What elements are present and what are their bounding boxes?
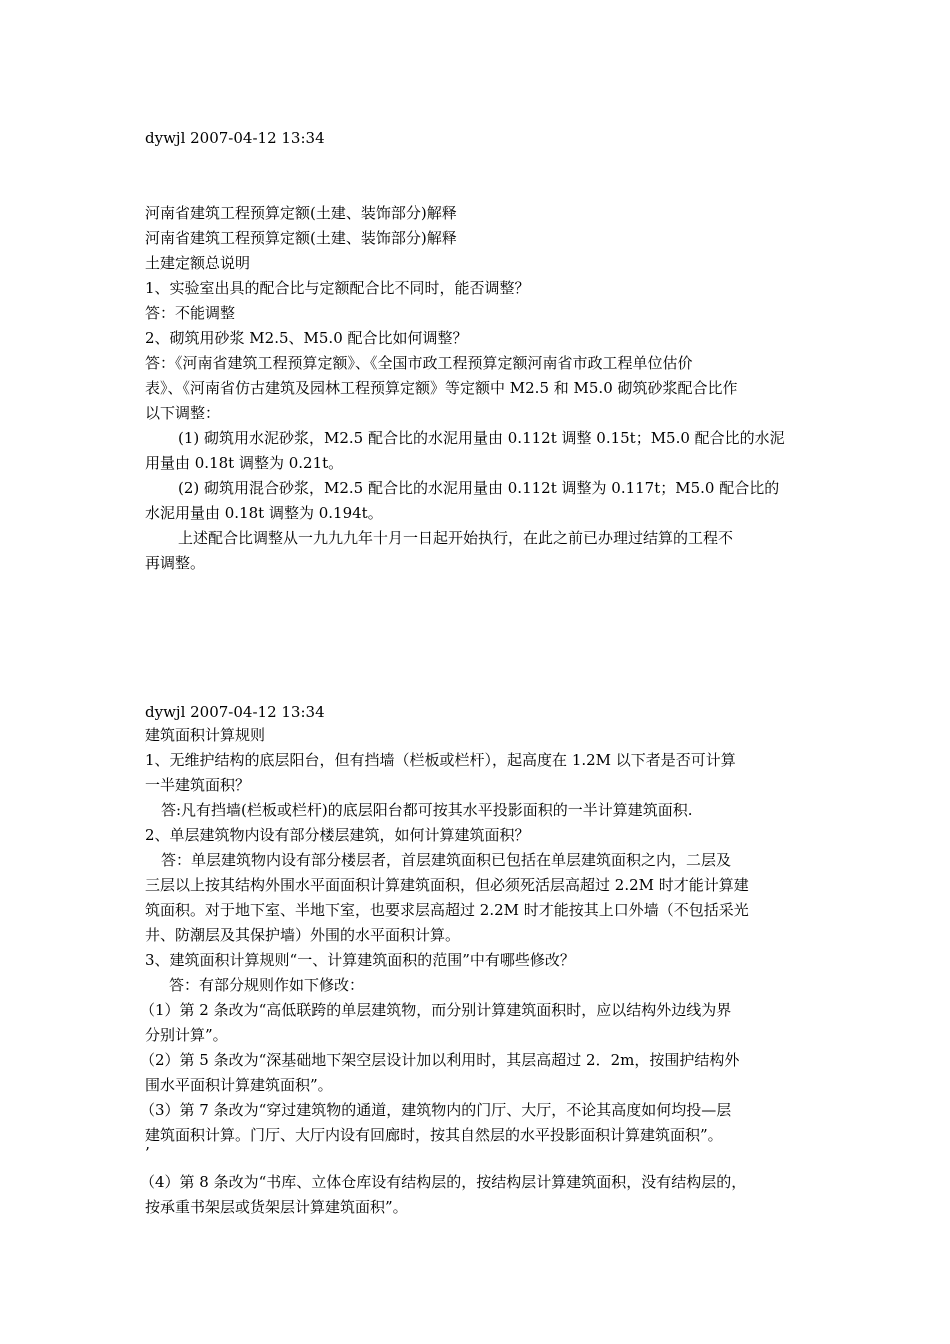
post2-change-3-line-1: （3）第 7 条改为“穿过建筑物的通道，建筑物内的门厅、大厅，不论其高度如何均投—层 bbox=[140, 1101, 732, 1119]
post1-answer-2-line-1: 答：《河南省建筑工程预算定额》、《全国市政工程预算定额河南省市政工程单位估价 bbox=[145, 354, 693, 372]
post1-item-2-line-2: 水泥用量由 0.18t 调整为 0.194t。 bbox=[145, 504, 383, 522]
post1-item-2-line-1: (2) 砌筑用混合砂浆，M2.5 配合比的水泥用量由 0.112t 调整为 0.117t；M5.0 配合比的 bbox=[178, 479, 780, 497]
post1-question-1: 1、实验室出具的配合比与定额配合比不同时，能否调整？ bbox=[145, 279, 530, 297]
post1-question-2: 2、砌筑用砂浆 M2.5、M5.0 配合比如何调整？ bbox=[145, 329, 468, 347]
post2-answer-2-line-4: 井、防潮层及其保护墙）外围的水平面积计算。 bbox=[145, 926, 461, 944]
post2-change-3-line-2: 建筑面积计算。门厅、大厅内设有回廊时，按其自然层的水平投影面积计算建筑面积”。 bbox=[145, 1126, 723, 1144]
post2-change-3-line-3: ’ bbox=[145, 1144, 150, 1162]
post2-answer-2-line-1: 答：单层建筑物内设有部分楼层者，首层建筑面积已包括在单层建筑面积之内，二层及 bbox=[161, 851, 732, 869]
post2-answer-3: 答：有部分规则作如下修改： bbox=[169, 976, 365, 994]
post2-section-title: 建筑面积计算规则 bbox=[145, 726, 266, 744]
post2-change-4-line-2: 按承重书架层或货架层计算建筑面积”。 bbox=[145, 1198, 408, 1216]
post2-change-2-line-2: 围水平面积计算建筑面积”。 bbox=[145, 1076, 333, 1094]
post2-answer-2-line-2: 三层以上按其结构外围水平面面积计算建筑面积，但必须死活层高超过 2.2M 时才能计算建 bbox=[145, 876, 749, 894]
post2-answer-2-line-3: 筑面积。对于地下室、半地下室，也要求层高超过 2.2M 时才能按其上口外墙（不包括采光 bbox=[145, 901, 749, 919]
post1-item-1-line-1: (1) 砌筑用水泥砂浆，M2.5 配合比的水泥用量由 0.112t 调整 0.15t；M5.0 配合比的水泥 bbox=[178, 429, 785, 447]
post2-question-2: 2、单层建筑物内设有部分楼层建筑，如何计算建筑面积？ bbox=[145, 826, 530, 844]
post1-item-1-line-2: 用量由 0.18t 调整为 0.21t。 bbox=[145, 454, 344, 472]
post1-note-line-1: 上述配合比调整从一九九九年十月一日起开始执行，在此之前已办理过结算的工程不 bbox=[178, 529, 734, 547]
post2-change-1-line-1: （1）第 2 条改为“高低联跨的单层建筑物，而分别计算建筑面积时，应以结构外边线为界 bbox=[140, 1001, 732, 1019]
post1-answer-2-line-2: 表》、《河南省仿古建筑及园林工程预算定额》等定额中 M2.5 和 M5.0 砌筑砂浆配合比作 bbox=[145, 379, 738, 397]
post2-question-1-line-2: 一半建筑面积？ bbox=[145, 776, 251, 794]
post2-header: dywjl 2007-04-12 13:34 bbox=[145, 703, 325, 721]
post2-question-3: 3、建筑面积计算规则“一、计算建筑面积的范围”中有哪些修改？ bbox=[145, 951, 575, 969]
post2-change-4-line-1: （4）第 8 条改为“书库、立体仓库设有结构层的，按结构层计算建筑面积，没有结构层的， bbox=[140, 1173, 747, 1191]
post1-section-title: 土建定额总说明 bbox=[145, 254, 251, 272]
post2-answer-1: 答:凡有挡墙(栏板或栏杆)的底层阳台都可按其水平投影面积的一半计算建筑面积. bbox=[161, 801, 693, 819]
post1-header: dywjl 2007-04-12 13:34 bbox=[145, 129, 325, 147]
post2-question-1-line-1: 1、无维护结构的底层阳台，但有挡墙（栏板或栏杆），起高度在 1.2M 以下者是否可计算 bbox=[145, 751, 736, 769]
post1-answer-1: 答：不能调整 bbox=[145, 304, 236, 322]
post1-title-1: 河南省建筑工程预算定额(土建、装饰部分)解释 bbox=[145, 204, 457, 222]
post2-change-2-line-1: （2）第 5 条改为“深基础地下架空层设计加以利用时，其层高超过 2．2m，按围护结构外 bbox=[140, 1051, 740, 1069]
post1-title-2: 河南省建筑工程预算定额(土建、装饰部分)解释 bbox=[145, 229, 457, 247]
post1-answer-2-line-3: 以下调整： bbox=[145, 404, 221, 422]
post1-note-line-2: 再调整。 bbox=[145, 554, 206, 572]
post2-change-1-line-2: 分别计算”。 bbox=[145, 1026, 228, 1044]
